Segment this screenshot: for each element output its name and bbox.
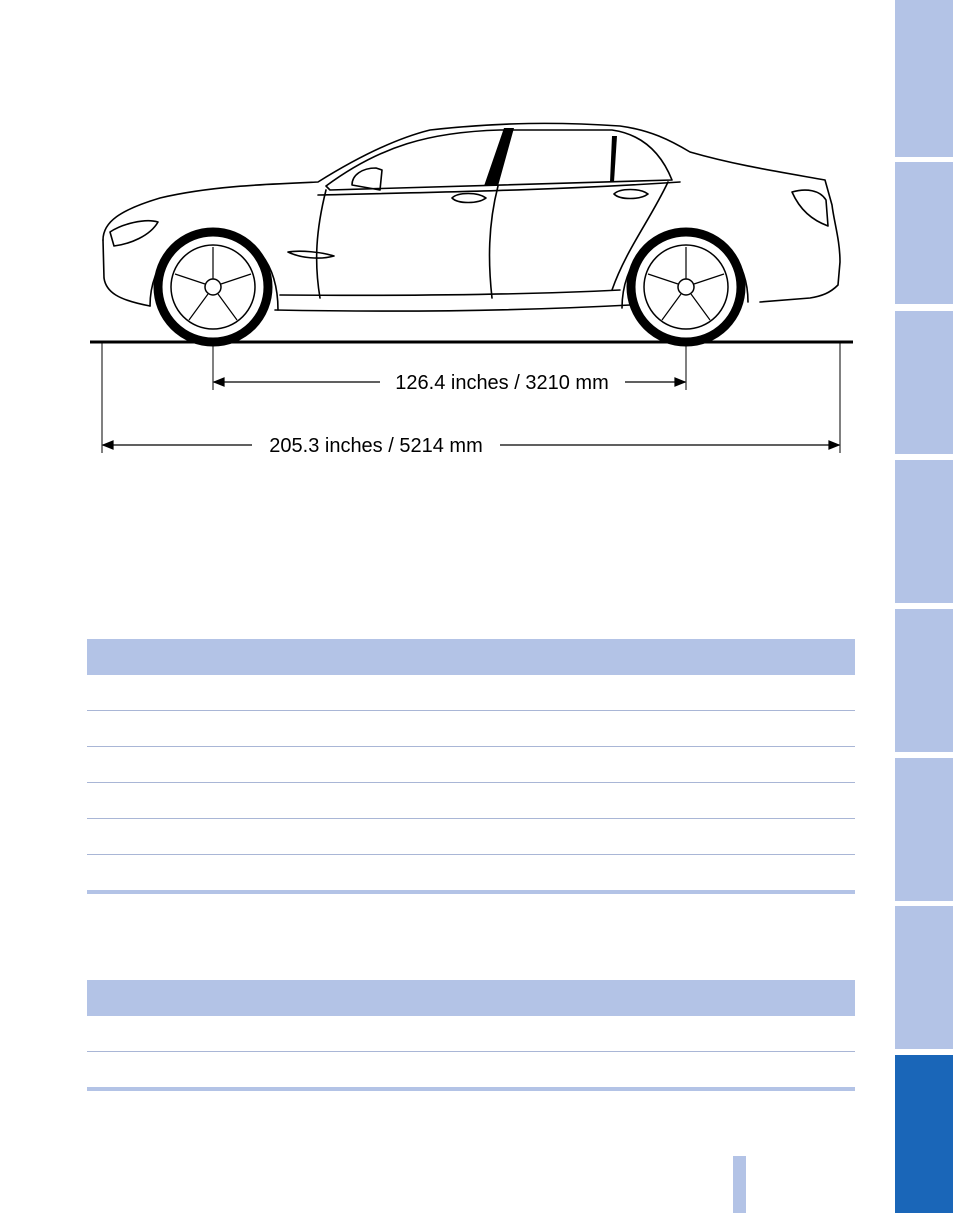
c-pillar-trim	[610, 136, 617, 182]
table-row	[87, 747, 855, 783]
rear-door-cut	[490, 186, 498, 298]
chapter-tab-8-active[interactable]	[895, 1055, 953, 1213]
front-door-cut	[317, 190, 326, 298]
chapter-tab-1[interactable]	[895, 0, 953, 157]
page-number-marker	[733, 1156, 746, 1213]
side-mirror	[352, 168, 382, 190]
car-front-bumper	[103, 240, 150, 306]
rear-door-handle	[614, 190, 648, 199]
weights-table-header	[87, 980, 855, 1016]
chapter-tab-4[interactable]	[895, 460, 953, 603]
rear-wheel	[631, 232, 741, 342]
chapter-tab-5[interactable]	[895, 609, 953, 752]
dimensions-table-header	[87, 639, 855, 675]
table-row	[87, 783, 855, 819]
table-row	[87, 819, 855, 855]
table-row	[87, 711, 855, 747]
chapter-tab-3[interactable]	[895, 311, 953, 454]
table-row	[87, 1052, 855, 1091]
chapter-tabs	[895, 0, 953, 1213]
weights-table	[87, 980, 855, 1091]
car-dimension-figure	[0, 0, 895, 470]
front-door-handle	[452, 194, 486, 203]
headlight	[110, 221, 158, 246]
dimensions-table	[87, 639, 855, 894]
b-pillar	[484, 128, 514, 186]
table-row	[87, 1016, 855, 1052]
chapter-tab-2[interactable]	[895, 162, 953, 304]
wheelbase-label: 126.4 inches / 3210 mm	[395, 372, 609, 394]
front-wheel	[158, 232, 268, 342]
side-marker	[288, 251, 334, 258]
table-row	[87, 675, 855, 711]
table-row	[87, 855, 855, 894]
character-line	[280, 290, 620, 295]
chapter-tab-7[interactable]	[895, 906, 953, 1049]
length-label: 205.3 inches / 5214 mm	[269, 435, 483, 457]
car-sill-line	[275, 305, 630, 311]
chapter-tab-6[interactable]	[895, 758, 953, 901]
taillight	[792, 190, 828, 226]
